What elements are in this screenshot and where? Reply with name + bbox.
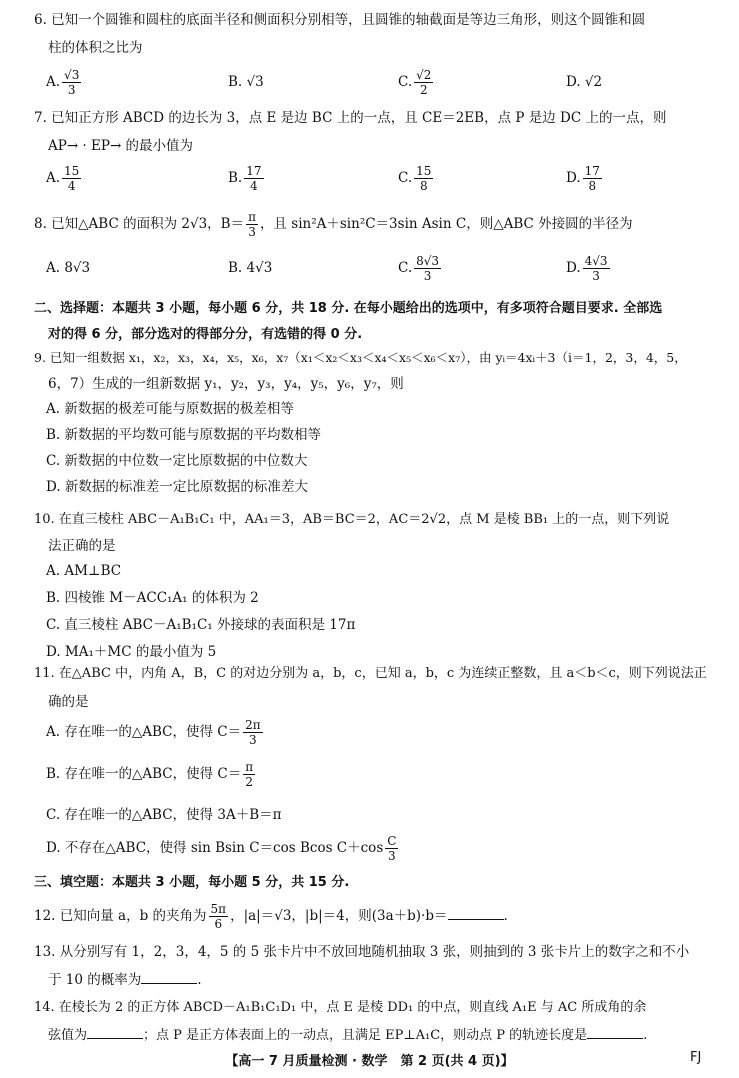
question-8: 8. 已知△ABC 的面积为 2√3，B＝ $\frac{\pi}{3}$ ，且 sin²A＋sin²C＝3sin Asin C，则△ABC 外接圆的半径为	[34, 210, 633, 239]
question-11	[34, 660, 714, 716]
question-11-stem-line1: 11. 在△ABC 中，内角 A，B，C 的对边分别为 a，b，c，已知 a，b，c 为连续正整数，且 a＜b＜c，则下列说法正	[34, 666, 707, 681]
question-14: 14. 在棱长为 2 的正方体 ABCD－A₁B₁C₁D₁ 中，点 E 是棱 DD₁ 的中点，则直线 A₁E 与 AC 所成角的余 弦值为 ；点 P 是正方体表面上的一动点，且满足 EP⊥A₁C，则动点 P 的轨迹长度是 .	[34, 1000, 648, 1043]
question-10	[34, 506, 714, 666]
question-9-stem-line2: 6，7）生成的一组新数据 y₁，y₂，y₃，y₄，y₅，y₆，y₇，则	[48, 376, 404, 392]
question-9	[34, 344, 714, 500]
section-3-heading: 三、填空题：本题共 3 小题，每小题 5 分，共 15 分.	[34, 875, 350, 890]
section-2-heading: 二、选择题：本题共 3 小题，每小题 6 分，共 18 分. 在每小题给出的选项中，有多项符合题目要求. 全部选 对的得 6 分，部分选对的得部分分，有选错的得 0 分.	[34, 301, 663, 342]
option-c: C. $\frac{8√3}{3}$	[398, 254, 440, 283]
angle-b-fraction: $\frac{\pi}{3}$	[248, 210, 256, 239]
option-c: C. $\frac{15}{8}$	[398, 164, 432, 193]
option-b: B. $\frac{17}{4}$	[228, 164, 262, 193]
question-6	[34, 6, 714, 62]
answer-blank-1	[87, 1024, 143, 1039]
question-10-stem-line1: 10. 在直三棱柱 ABC－A₁B₁C₁ 中，AA₁＝3，AB＝BC＝2，AC＝2√2，点 M 是棱 BB₁ 上的一点，则下列说	[34, 512, 670, 527]
question-13: 13. 从分别写有 1，2，3，4，5 的 5 张卡片中不放回地随机抽取 3 张，则抽到的 3 张卡片上的数字之和不小 于 10 的概率为 .	[34, 944, 690, 988]
option-c: C. 存在唯一的△ABC，使得 3A＋B＝π	[46, 807, 282, 823]
option-c: C. 新数据的中位数一定比原数据的中位数大	[46, 453, 308, 469]
option-a: A. $\frac{15}{4}$	[46, 164, 80, 193]
option-a: A. 存在唯一的△ABC，使得 C＝ $\frac{2\pi}{3}$	[46, 718, 261, 747]
option-b: B. √3	[228, 74, 264, 90]
option-a: A. AM⊥BC	[46, 563, 122, 579]
option-d: D. 新数据的标准差一定比原数据的标准差大	[46, 479, 308, 495]
answer-blank	[141, 969, 197, 984]
option-b: B. 4√3	[228, 260, 273, 276]
question-7-options	[46, 164, 726, 194]
option-d: D. $\frac{17}{8}$	[566, 164, 600, 193]
option-b: B. 新数据的平均数可能与原数据的平均数相等	[46, 427, 322, 443]
question-10-options	[34, 558, 714, 666]
page-footer: 【高一 7 月质量检测 · 数学 第 2 页(共 4 页)】	[225, 1054, 514, 1069]
option-c: C. 直三棱柱 ABC－A₁B₁C₁ 外接球的表面积是 17π	[46, 617, 356, 633]
option-b: B. 存在唯一的△ABC，使得 C＝ $\frac{\pi}{2}$	[46, 760, 254, 789]
option-c: C. $\frac{√2}{2}$	[398, 68, 432, 97]
option-a: A. $\frac{√3}{3}$	[46, 68, 80, 97]
paper-code: FJ	[690, 1050, 702, 1065]
question-7	[34, 104, 714, 160]
question-6-stem-line2: 柱的体积之比为	[48, 40, 143, 56]
option-a: A. 新数据的极差可能与原数据的极差相等	[46, 401, 294, 417]
question-6-stem-line1: 6. 已知一个圆锥和圆柱的底面半径和侧面积分别相等，且圆锥的轴截面是等边三角形，则这个圆锥和圆	[34, 12, 646, 28]
answer-blank-2	[587, 1024, 643, 1039]
option-d: D. √2	[566, 74, 603, 90]
answer-blank	[448, 905, 504, 920]
question-7-stem-line2: AP→ · EP→ 的最小值为	[48, 138, 194, 154]
question-10-stem-line2: 法正确的是	[48, 538, 116, 554]
option-a: A. 8√3	[46, 260, 91, 276]
question-8-options	[46, 254, 726, 284]
question-7-stem-line1: 7. 已知正方形 ABCD 的边长为 3，点 E 是边 BC 上的一点，且 CE＝2EB，点 P 是边 DC 上的一点，则	[34, 110, 667, 126]
question-6-options	[46, 68, 726, 98]
option-d: D. $\frac{4√3}{3}$	[566, 254, 608, 283]
question-12: 12. 已知向量 a，b 的夹角为 $\frac{5\pi}{6}$ ，|a|＝√3，|b|＝4，则(3a＋b)·b＝ .	[34, 902, 508, 931]
question-11-options	[34, 718, 726, 870]
option-b: B. 四棱锥 M－ACC₁A₁ 的体积为 2	[46, 590, 259, 606]
option-d: D. MA₁＋MC 的最小值为 5	[46, 644, 217, 660]
question-9-stem-line1: 9. 已知一组数据 x₁，x₂，x₃，x₄，x₅，x₆，x₇（x₁＜x₂＜x₃＜x₄＜x₅＜x₆＜x₇），由 yᵢ＝4xᵢ＋3（i＝1，2，3，4，5，	[34, 350, 687, 365]
question-9-options	[34, 396, 714, 500]
question-11-stem-line2: 确的是	[48, 694, 89, 710]
option-d: D. 不存在△ABC，使得 sin Bsin C＝cos Bcos C＋cos $\frac{C}{3}$	[46, 834, 397, 863]
